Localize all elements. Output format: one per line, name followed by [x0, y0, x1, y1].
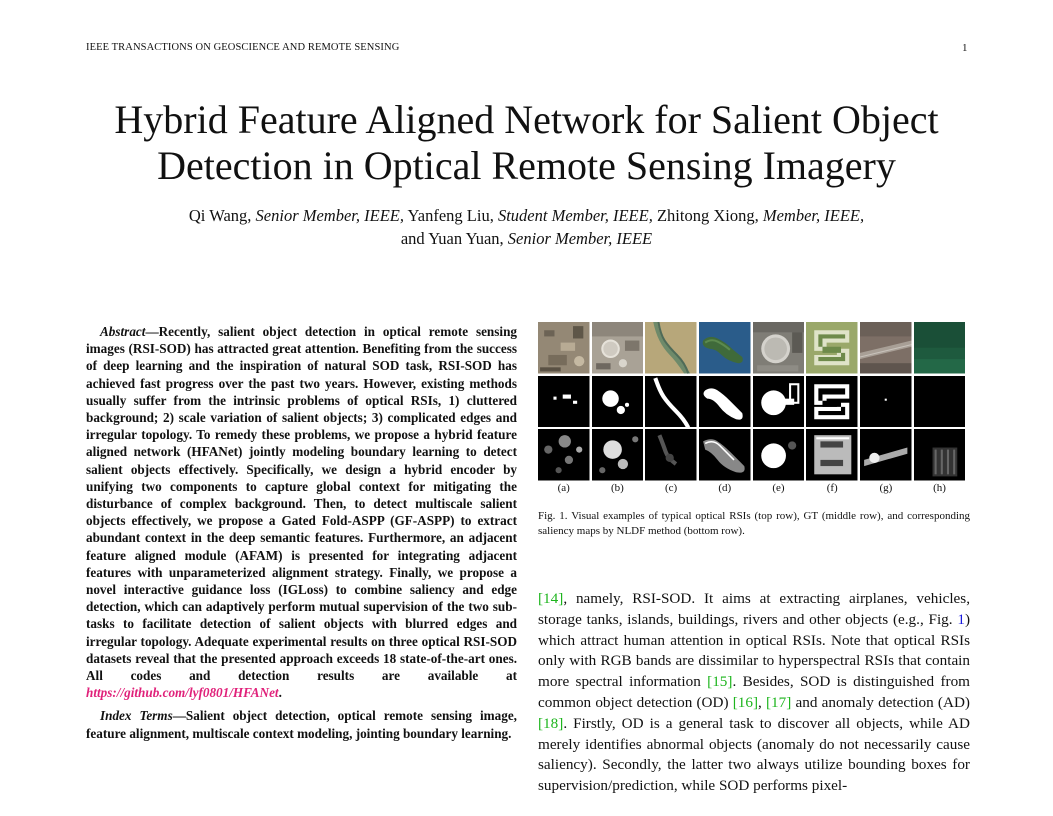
subfigure-label: (c)	[665, 481, 678, 494]
author-role: Senior Member, IEEE	[507, 229, 653, 248]
citation-link[interactable]: [18]	[538, 714, 564, 732]
citation-link[interactable]: [14]	[538, 590, 564, 607]
rsi-image-d	[699, 322, 751, 374]
gt-mask-e	[753, 376, 805, 428]
paper-title	[0, 97, 1053, 189]
figure-caption: Fig. 1. Visual examples of typical optical RSIs (top row), GT (middle row), and corresponding saliency maps by NLDF method (bottom row).	[538, 509, 970, 537]
author-name: Zhitong Xiong,	[656, 206, 759, 225]
page-number: 1	[962, 42, 968, 54]
rsi-image-b	[592, 322, 644, 374]
body-text-span: ) which attract human attention in optical RSIs. Note that optical RSIs only with RGB bands are dissimilar to hyperspectral RSIs that contain more spectral information	[538, 610, 970, 691]
gt-mask-d	[699, 376, 751, 428]
body-paragraph	[538, 589, 970, 797]
author-name: Qi Wang,	[188, 206, 252, 225]
figure-ref-link[interactable]: 1	[957, 610, 965, 628]
author-name: Yanfeng Liu,	[407, 206, 494, 225]
title-line-2: Detection in Optical Remote Sensing Imagery	[157, 143, 896, 188]
running-head: IEEE TRANSACTIONS ON GEOSCIENCE AND REMOTE SENSING	[86, 42, 400, 53]
subfigure-label: (h)	[933, 481, 946, 494]
index-terms-label: Index Terms	[100, 708, 173, 724]
abstract-text: —Recently, salient object detection in optical remote sensing images (RSI-SOD) has attracted great attention. Benefiting from the success of deep learning and the inspiration of natural SOD task, RSI-SOD has achieved fast progress over the past two years. However, existing methods usually suffer from the intrinsic problems of optical RSIs, 1) cluttered background; 2) scale variation of salient objects; 3) complicated edges and irregular topology. To remedy these problems, we propose a hybrid feature aligned network (HFANet) jointly modeling boundary learning to detect salient objects effectively. Specifically, we design a hybrid encoder by unifying two components to capture global context for mitigating the disturbance of complex background. Then, to detect multiscale salient objects effectively, we propose a Gated Fold-ASPP (GF-ASPP) to extract abundant context in the deep semantic features. Furthermore, an adjacent feature aligned module (AFAM) is presented for integrating adjacent features with unparameterized alignment strategy. Finally, we propose a novel interactive guidance loss (IGLoss) to combine saliency and edge detection, which can adaptively perform mutual supervision of the two sub-tasks to facilitate detection of salient objects with blurred edges and irregular topology. Adequate experimental results on three optical RSI-SOD datasets reveal that the presented approach exceeds 18 state-of-the-art ones. All codes and detection results are available at	[86, 324, 517, 684]
saliency-map-b	[592, 429, 644, 481]
rsi-image-a	[538, 322, 590, 374]
author-line-2	[0, 227, 1053, 250]
subfigure-label: (g)	[879, 481, 893, 494]
saliency-map-f	[806, 429, 858, 481]
subfigure-label: (a)	[557, 481, 570, 494]
abstract-paragraph	[86, 323, 517, 701]
citation-link[interactable]: [15]	[707, 673, 733, 691]
body-text-span: . Firstly, OD is a general task to discover all objects, while AD merely identifies abnormal objects (anomaly do not necessarily cause saliency). Secondly, the latter two always utilize bounding boxes for supervision/prediction, while SOD performs pixel-	[538, 714, 970, 795]
gt-mask-g	[860, 376, 912, 428]
body-text-span: ,	[758, 693, 766, 711]
rsi-image-g	[860, 322, 912, 374]
body-text-span: and anomaly detection (AD)	[791, 693, 970, 711]
author-role: Student Member, IEEE,	[497, 206, 653, 225]
subfigure-label: (f)	[826, 481, 838, 494]
rsi-image-f	[806, 322, 858, 374]
saliency-map-e	[753, 429, 805, 481]
body-text-span: , namely, RSI-SOD. It aims at extracting airplanes, vehicles, storage tanks, islands, buildings, rivers and other objects (e.g., Fig.	[538, 590, 970, 628]
subfigure-label: (d)	[718, 481, 732, 494]
saliency-map-c	[645, 429, 697, 481]
gt-mask-c	[645, 376, 697, 428]
abstract-label: Abstract	[100, 324, 146, 339]
citation-link[interactable]: [17]	[766, 693, 792, 711]
author-role: Member, IEEE,	[762, 206, 865, 225]
figure-subfigure-labels	[538, 482, 970, 494]
gt-mask-b	[592, 376, 644, 428]
saliency-map-g	[860, 429, 912, 481]
index-terms-text: —Salient object detection, optical remote sensing image, feature alignment, multiscale context modeling, jointing boundary learning.	[86, 708, 517, 741]
author-list	[0, 204, 1053, 250]
subfigure-label: (e)	[772, 481, 785, 494]
figure-1	[538, 322, 970, 539]
rsi-image-h	[914, 322, 966, 374]
author-name: and Yuan Yuan,	[400, 229, 504, 248]
saliency-map-d	[699, 429, 751, 481]
author-line-1	[0, 204, 1053, 227]
rsi-image-e	[753, 322, 805, 374]
gt-mask-f	[806, 376, 858, 428]
abstract-section	[86, 323, 517, 742]
rsi-image-c	[645, 322, 697, 374]
saliency-map-h	[914, 429, 966, 481]
title-line-1: Hybrid Feature Aligned Network for Salient Object	[114, 97, 939, 142]
abstract-end: .	[278, 685, 282, 701]
subfigure-label: (b)	[611, 481, 624, 494]
saliency-map-a	[538, 429, 590, 481]
citation-link[interactable]: [16]	[732, 693, 759, 711]
body-text	[538, 589, 970, 797]
index-terms-paragraph	[86, 707, 517, 741]
body-text-span: . Besides, SOD is distinguished from common object detection (OD)	[538, 673, 970, 711]
figure-image-grid	[538, 322, 970, 481]
gt-mask-h	[914, 376, 966, 428]
code-link[interactable]: https://github.com/lyf0801/HFANet	[86, 685, 279, 701]
author-role: Senior Member, IEEE,	[255, 206, 404, 225]
gt-mask-a	[538, 376, 590, 428]
